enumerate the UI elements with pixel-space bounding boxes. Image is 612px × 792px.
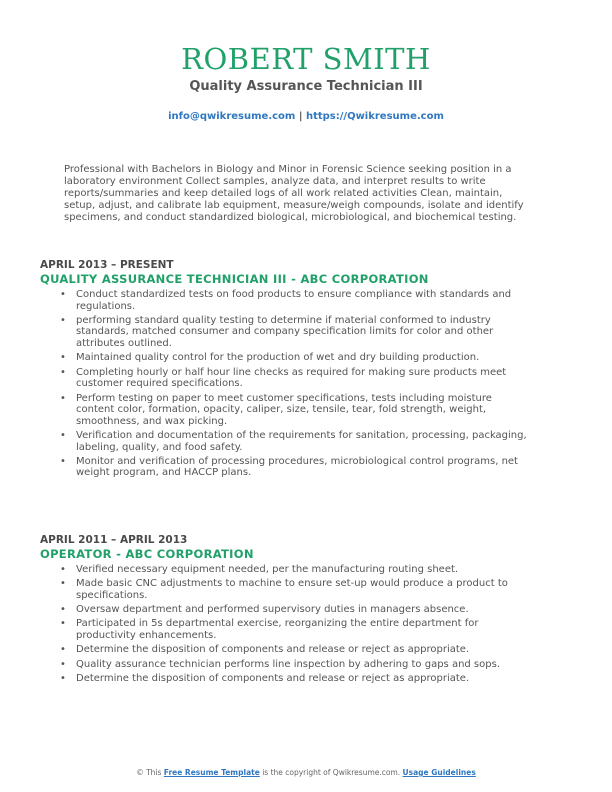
job-position: OPERATOR - ABC CORPORATION <box>40 547 254 561</box>
bullet-text: Determine the disposition of components and release or reject as appropriate. <box>76 672 470 684</box>
bullet-icon: • <box>60 352 66 364</box>
footer-middle: is the copyright of Qwikresume.com. <box>262 768 401 777</box>
bullet-text: performing standard quality testing to determine if material conformed to industry standards, matched consumer and company specification limits for color and other attributes outlined. <box>76 314 494 350</box>
job-dates: APRIL 2013 – PRESENT <box>40 259 174 271</box>
bullet-text: Completing hourly or half hour line checks as required for making sure products meet customer required specifications. <box>76 366 507 390</box>
bullet-icon: • <box>60 644 66 656</box>
bullet-icon: • <box>60 392 66 404</box>
bullet-text: Made basic CNC adjustments to machine to ensure set-up would produce a product to specifications. <box>76 578 508 601</box>
bullet-text: Conduct standardized tests on food products to ensure compliance with standards and regulations. <box>76 289 512 312</box>
list-item <box>40 393 530 428</box>
bullet-icon: • <box>60 604 66 616</box>
experience-section-1 <box>40 258 530 482</box>
list-item <box>40 352 530 364</box>
list-item <box>40 604 530 616</box>
bullet-icon: • <box>60 366 66 378</box>
bullet-text: Verification and documentation of the requirements for sanitation, processing, packaging, labeling, quality, and food safety. <box>76 429 527 453</box>
list-item <box>40 430 530 453</box>
list-item <box>40 644 530 656</box>
email-link[interactable]: info@qwikresume.com <box>168 111 296 122</box>
bullet-icon: • <box>60 618 66 630</box>
job-bullets <box>40 564 530 684</box>
bullet-text: Perform testing on paper to meet customer specifications, tests including moisture content color, formation, opacity, caliper, size, tensile, tear, fold strength, weight, smoothness, and wax picking. <box>76 392 492 427</box>
contact-separator: | <box>298 111 303 122</box>
job-title: Quality Assurance Technician III <box>189 79 423 94</box>
bullet-icon: • <box>60 658 66 670</box>
bullet-text: Monitor and verification of processing procedures, microbiological control programs, net weight program, and HACCP plans. <box>76 455 518 479</box>
list-item <box>40 618 530 641</box>
list-item <box>40 289 530 312</box>
bullet-icon: • <box>60 289 66 300</box>
job-dates: APRIL 2011 – APRIL 2013 <box>40 534 188 546</box>
job-bullets <box>40 289 530 479</box>
candidate-name: ROBERT SMITH <box>181 42 431 76</box>
footer-prefix: © This <box>136 768 162 777</box>
bullet-text: Participated in 5s departmental exercise, reorganizing the entire department for productivity enhancements. <box>76 618 479 642</box>
bullet-icon: • <box>60 564 66 575</box>
list-item <box>40 673 530 685</box>
experience-section-2 <box>40 533 530 687</box>
summary-paragraph: Professional with Bachelors in Biology and Minor in Forensic Science seeking position in a laboratory environment Collect samples, analyze data, and interpret results to write reports/summaries and keep detailed logs of all work related activities Clean, maintain, setup, adjust, and calibrate lab equipment, measure/weigh compounds, isolate and identify specimens, and conduct standardized biological, microbiological, and biochemical testing. <box>64 164 524 224</box>
bullet-icon: • <box>60 672 66 684</box>
list-item <box>40 659 530 671</box>
bullet-icon: • <box>60 455 66 467</box>
bullet-text: Oversaw department and performed supervisory duties in managers absence. <box>76 604 469 616</box>
bullet-icon: • <box>60 578 66 590</box>
list-item <box>40 578 530 601</box>
list-item <box>40 564 530 576</box>
bullet-text: Quality assurance technician performs line inspection by adhering to gaps and sops. <box>76 658 500 670</box>
usage-guidelines-link[interactable]: Usage Guidelines <box>402 768 476 777</box>
list-item <box>40 315 530 350</box>
bullet-icon: • <box>60 314 66 326</box>
job-position: QUALITY ASSURANCE TECHNICIAN III - ABC CORPORATION <box>40 272 429 286</box>
bullet-text: Verified necessary equipment needed, per the manufacturing routing sheet. <box>76 564 459 575</box>
bullet-text: Determine the disposition of components and release or reject as appropriate. <box>76 644 470 656</box>
free-resume-template-link[interactable]: Free Resume Template <box>163 768 260 777</box>
bullet-icon: • <box>60 429 66 441</box>
bullet-text: Maintained quality control for the production of wet and dry building production. <box>76 352 480 364</box>
list-item <box>40 367 530 390</box>
website-link[interactable]: https://Qwikresume.com <box>305 111 444 122</box>
list-item <box>40 456 530 479</box>
contact-line <box>0 110 612 124</box>
copyright-footer <box>0 768 612 778</box>
